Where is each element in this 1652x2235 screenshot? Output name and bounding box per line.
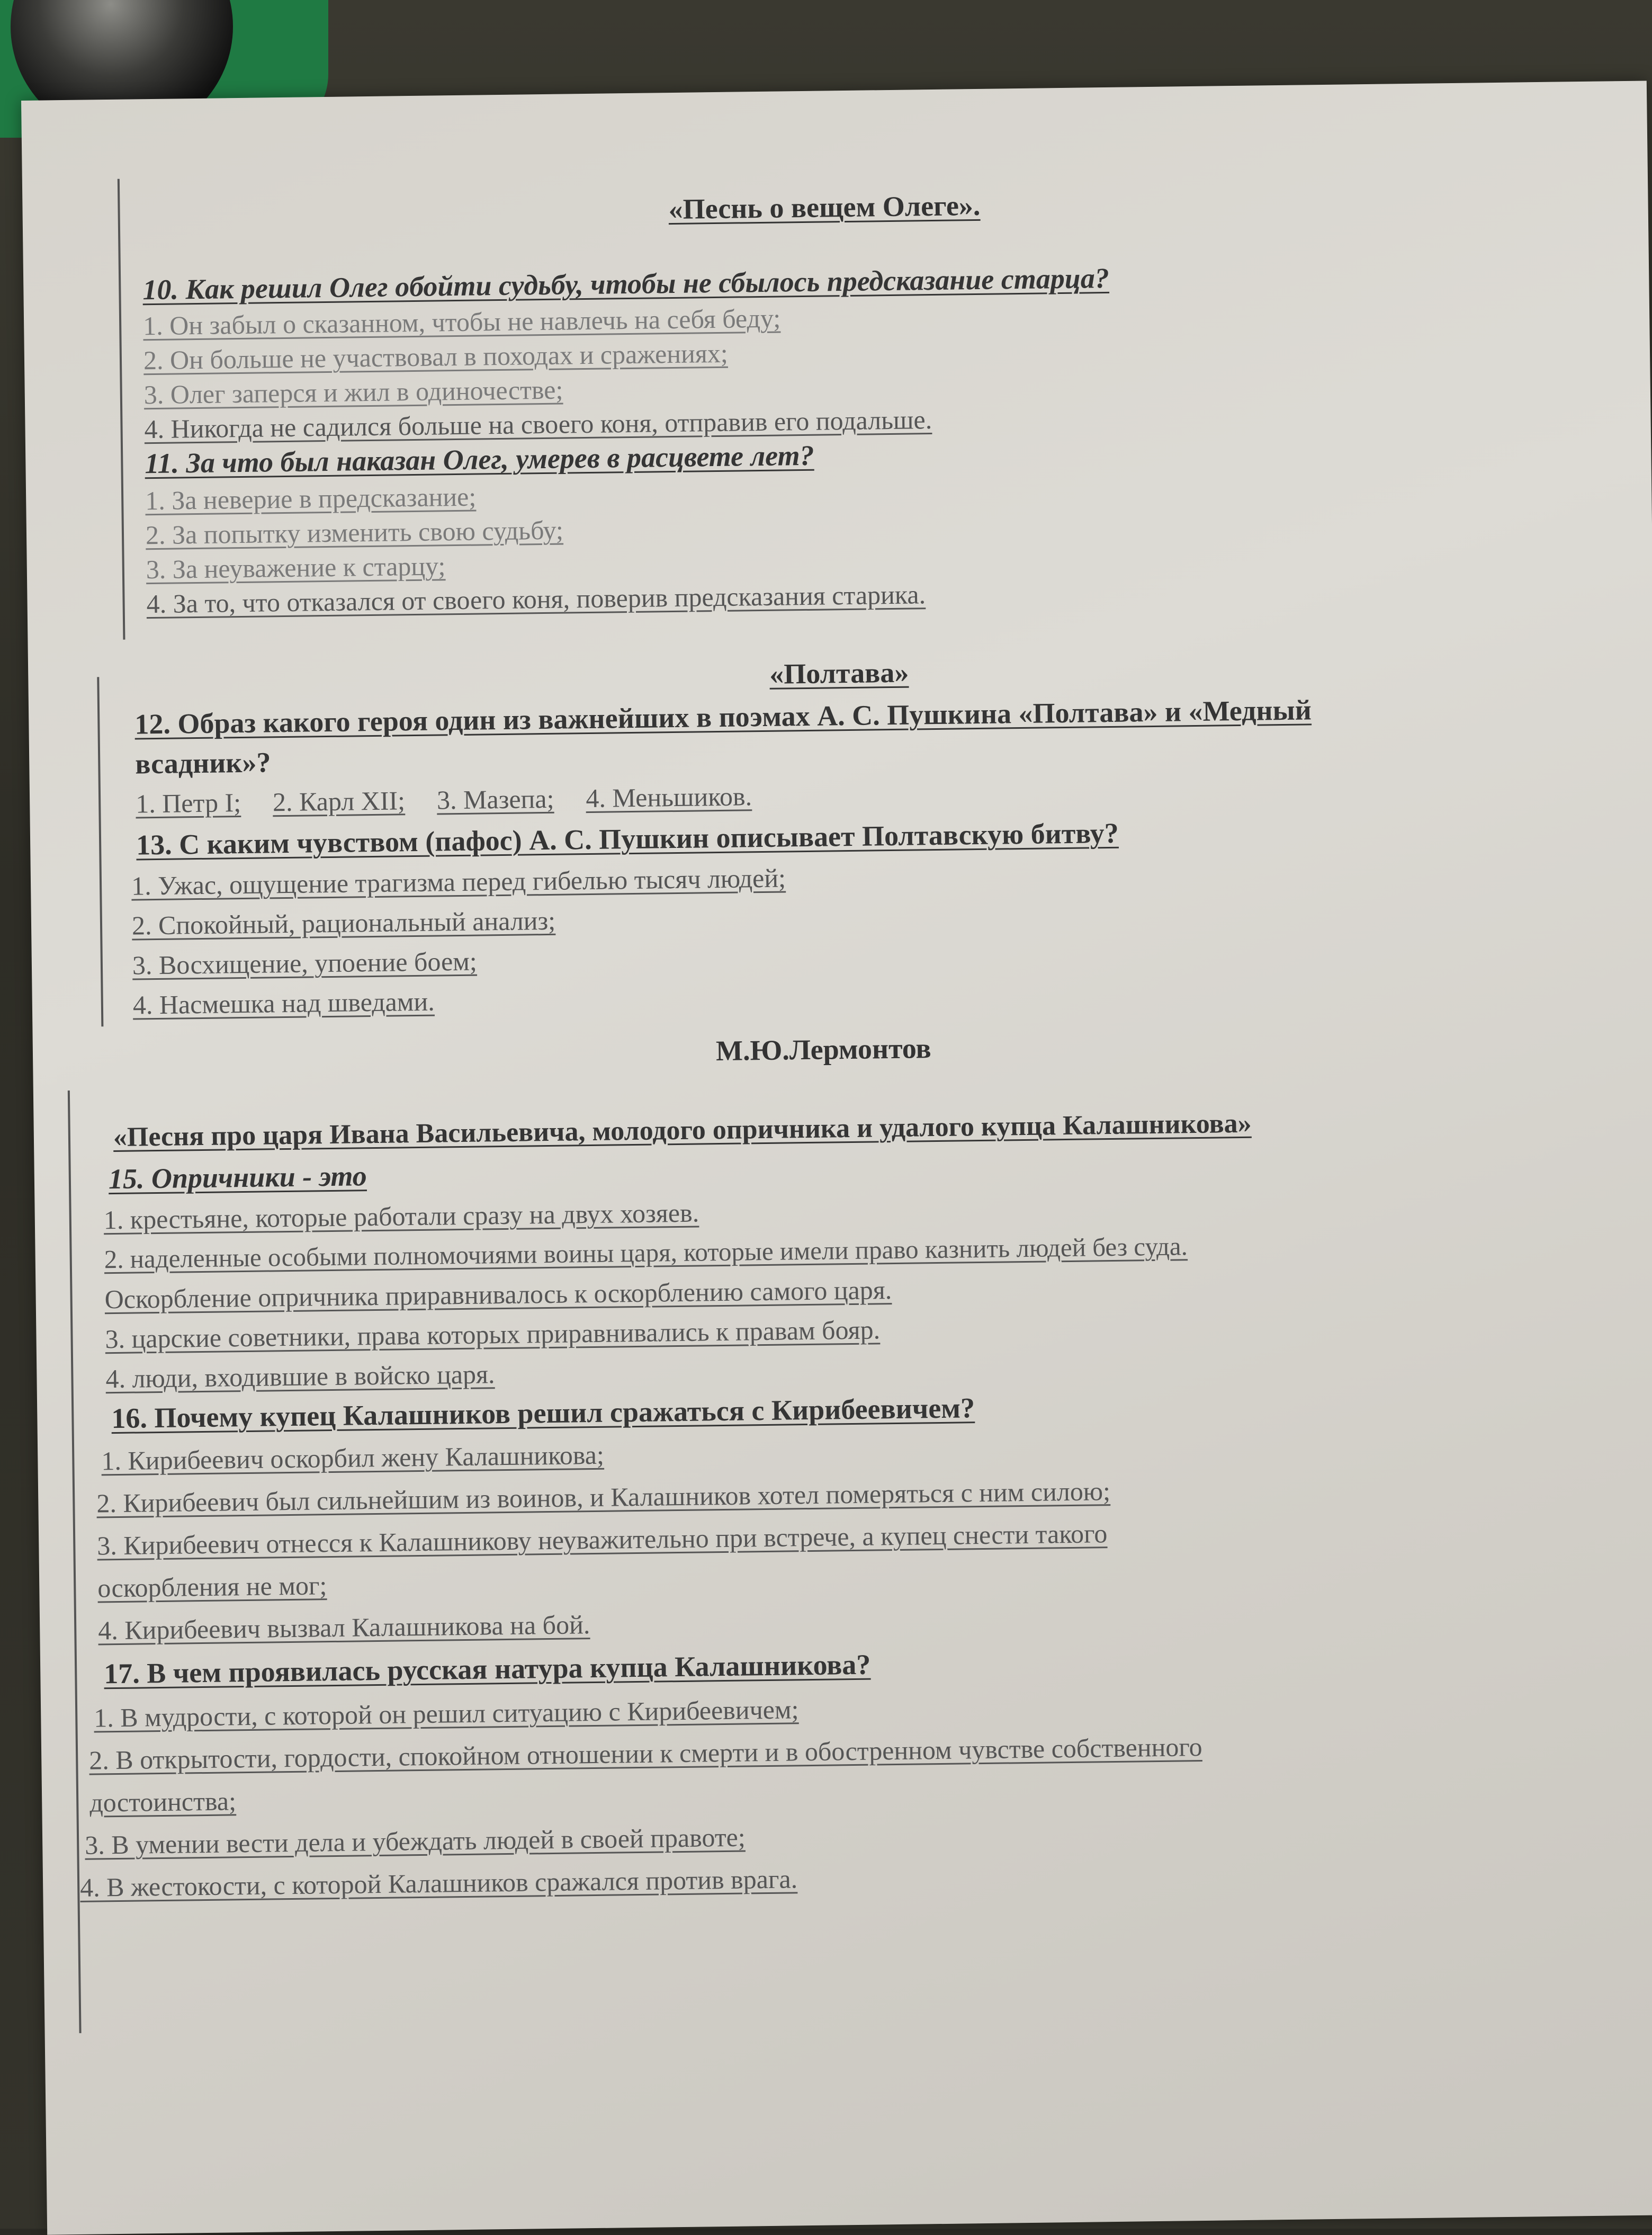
question-12-line1: 12. Образ какого героя один из важнейших в поэмах А. С. Пушкина «Полтава» и «Медный: [134, 694, 1312, 740]
q15-option-4: 4. люди, входившие в войско царя.: [105, 1359, 495, 1394]
q15-option-1: 1. крестьяне, которые работали сразу на двух хозяев.: [103, 1197, 699, 1235]
paper-sheet: [21, 81, 1652, 2234]
q16-option-1: 1. Кирибеевич оскорбил жену Калашникова;: [101, 1440, 605, 1476]
q16-option-4: 4. Кирибеевич вызвал Калашникова на бой.: [97, 1610, 590, 1646]
question-15: 15. Опричники - это: [108, 1160, 367, 1195]
question-13: 13. С каким чувством (пафос) А. С. Пушкин описывает Полтавскую битву?: [136, 817, 1119, 861]
q13-option-1: 1. Ужас, ощущение трагизма перед гибелью тысяч людей;: [131, 863, 786, 901]
q12-option-2: 2. Карл XII;: [272, 785, 406, 817]
q12-option-3: 3. Мазепа;: [436, 783, 554, 815]
lermontov-poem-title: «Песня про царя Ивана Васильевича, молодого опричника и удалого купца Калашникова»: [113, 1108, 1252, 1153]
q17-option-3: 3. В умении вести дела и убеждать людей в своей правоте;: [84, 1822, 746, 1860]
question-11: 11. За что был наказан Олег, умерев в расцвете лет?: [145, 439, 814, 480]
q12-options-row: [136, 780, 752, 819]
question-17: 17. В чем проявилась русская натура купца Калашникова?: [103, 1648, 871, 1690]
question-10: 10. Как решил Олег обойти судьбу, чтобы не сбылось предсказание старца?: [142, 262, 1110, 306]
margin-line-2: [97, 677, 103, 1026]
q12-option-4: 4. Меньшиков.: [586, 781, 752, 813]
section-title-oleg: «Песнь о вещем Олеге».: [668, 189, 981, 226]
author-heading: М.Ю.Лермонтов: [715, 1032, 931, 1067]
q16-option-3: 3. Кирибеевич отнесся к Калашникову неуважительно при встрече, а купец снести такого: [97, 1518, 1108, 1561]
q11-option-3: 3. За неуважение к старцу;: [146, 551, 446, 585]
q17-option-2-cont: достоинства;: [89, 1786, 237, 1818]
margin-line-3: [68, 1090, 82, 2033]
q10-option-1: 1. Он забыл о сказанном, чтобы не навлечь на себя беду;: [142, 303, 781, 341]
q17-option-2: 2. В открытости, гордости, спокойном отношении к смерти и в обостренном чувстве собственного: [88, 1731, 1202, 1775]
q15-option-2-cont: Оскорбление опричника приравнивалось к оскорблению самого царя.: [104, 1275, 892, 1315]
q13-option-4: 4. Насмешка над шведами.: [132, 986, 435, 1020]
q10-option-3: 3. Олег заперся и жил в одиночестве;: [143, 374, 563, 410]
question-16: 16. Почему купец Калашников решил сражаться с Кирибеевичем?: [111, 1392, 975, 1435]
section-title-poltava: «Полтава»: [769, 656, 909, 690]
q16-option-3-cont: оскорбления не мог;: [97, 1570, 327, 1603]
q17-option-4: 4. В жестокости, с которой Калашников сражался против врага.: [79, 1864, 798, 1902]
q11-option-1: 1. За неверие в предсказание;: [145, 481, 477, 516]
q10-option-2: 2. Он больше не участвовал в походах и сражениях;: [143, 338, 729, 376]
q13-option-3: 3. Восхищение, упоение боем;: [132, 946, 478, 980]
q15-option-2: 2. наделенные особыми полномочиями воины царя, которые имели право казнить людей без суда.: [104, 1231, 1188, 1274]
q16-option-2: 2. Кирибеевич был сильнейшим из воинов, и Калашников хотел померяться с ним силою;: [96, 1476, 1111, 1518]
q12-option-1: 1. Петр I;: [135, 788, 241, 819]
q15-option-3: 3. царские советники, права которых приравнивались к правам бояр.: [105, 1315, 881, 1354]
q11-option-2: 2. За попытку изменить свою судьбу;: [145, 515, 564, 550]
q17-option-1: 1. В мудрости, с которой он решил ситуацию с Кирибеевичем;: [93, 1694, 799, 1733]
question-12-line2: всадник»?: [134, 746, 271, 780]
q13-option-2: 2. Спокойный, рациональный анализ;: [131, 905, 556, 941]
margin-line-1: [118, 179, 125, 640]
q10-option-4: 4. Никогда не садился больше на своего коня, отправив его подальше.: [144, 405, 932, 444]
q11-option-4: 4. За то, что отказался от своего коня, поверив предсказания старика.: [146, 579, 926, 619]
